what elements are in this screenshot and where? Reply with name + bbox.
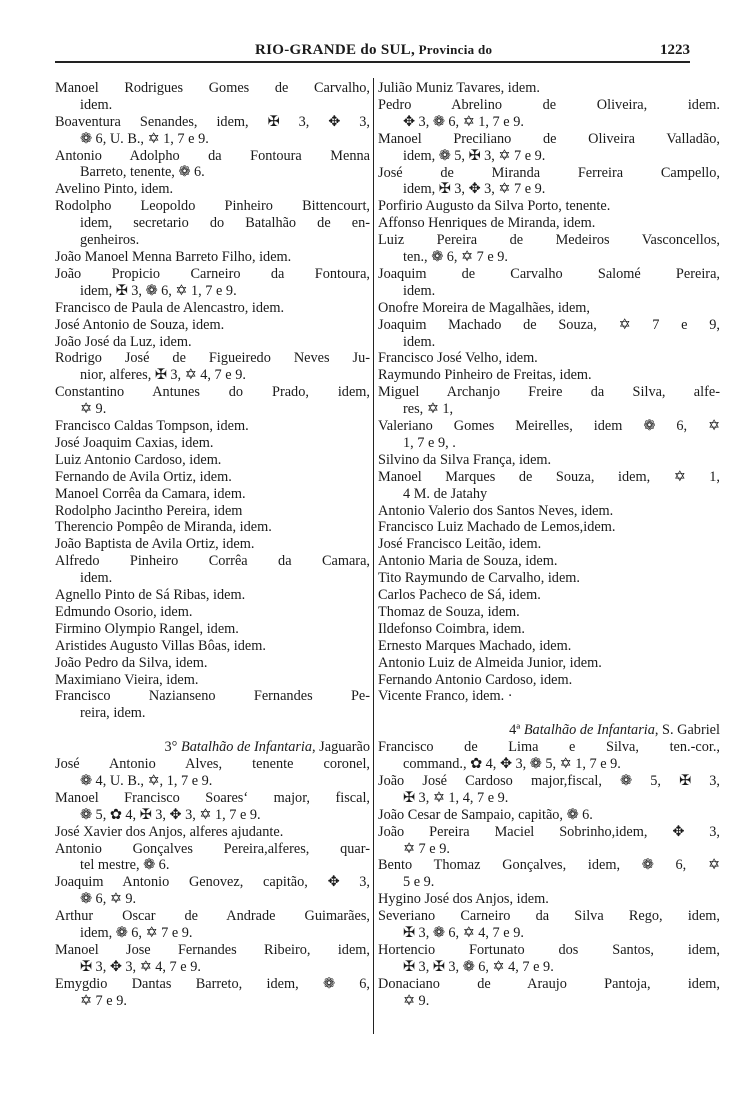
entry-name-line: Firmino Olympio Rangel, idem. — [55, 620, 239, 637]
entry-name-line: Antonio Luiz de Almeida Junior, idem. — [378, 654, 602, 671]
list-entry — [55, 181, 370, 198]
list-entry — [378, 215, 720, 232]
left-column — [55, 80, 370, 1010]
entry-continuation-line: ✥ 3, ❁ 6, ✡ 1, 7 e 9. — [403, 113, 524, 130]
running-header — [55, 40, 690, 62]
list-entry — [55, 452, 370, 469]
entry-name-line: Francisco Nazianseno Fernandes Pe- — [55, 688, 370, 705]
entry-continuation-line: ✠ 3, ❁ 6, ✡ 4, 7 e 9. — [403, 925, 524, 942]
list-entry — [55, 266, 370, 300]
list-entry — [55, 655, 370, 672]
entry-name-line: José Francisco Leitão, idem. — [378, 536, 542, 553]
list-entry — [55, 80, 370, 114]
entry-name-line: Constantino Antunes do Prado, idem, — [55, 384, 370, 401]
list-entry — [55, 536, 370, 553]
list-entry — [378, 300, 720, 317]
entry-continuation-line: ✠ 3, ✡ 1, 4, 7 e 9. — [403, 789, 509, 806]
entry-name-line: Edmundo Osorio, idem. — [55, 603, 193, 620]
section-unit: Batalhão de Infantaria — [180, 739, 313, 756]
entry-name-line: Emygdio Dantas Barreto, idem, ❁ 6, — [55, 975, 370, 992]
entry-name-line: Alfredo Pinheiro Corrêa da Camara, — [55, 553, 370, 570]
list-entry — [378, 367, 720, 384]
entry-continuation-line: ❁ 6, U. B., ✡ 1, 7 e 9. — [80, 130, 209, 147]
entry-list — [55, 756, 370, 1009]
list-entry — [378, 97, 720, 131]
entry-name-line: Manoel Jose Fernandes Ribeiro, idem, — [55, 941, 370, 958]
entry-name-line: João Pereira Maciel Sobrinho,idem, ✥ 3, — [378, 823, 720, 840]
entry-name-line: Arthur Oscar de Andrade Guimarães, — [55, 908, 370, 925]
entry-continuation-line: ✡ 9. — [80, 401, 107, 418]
list-entry — [55, 334, 370, 351]
entry-name-line: Joaquim Antonio Genovez, capitão, ✥ 3, — [55, 874, 370, 891]
running-title — [255, 42, 492, 59]
entry-name-line: Manoel Francisco Soares‘ major, fiscal, — [55, 789, 370, 806]
entry-name-line: Antonio Valerio dos Santos Neves, idem. — [378, 502, 614, 519]
entry-name-line: Francisco Caldas Tompson, idem. — [55, 418, 249, 434]
entry-continuation-line: idem, secretario do Batalhão de en- — [80, 215, 370, 232]
list-entry — [55, 249, 370, 266]
entry-list — [378, 739, 720, 1009]
entry-name-line: Avelino Pinto, idem. — [55, 181, 174, 198]
list-entry — [378, 688, 720, 705]
entry-name-line: José de Miranda Ferreira Campello, — [378, 164, 720, 181]
entry-name-line: Manoel Marques de Souza, idem, ✡ 1, — [378, 468, 720, 485]
list-entry — [55, 672, 370, 689]
entry-name-line: Onofre Moreira de Magalhães, idem, — [378, 299, 590, 316]
entry-name-line: Bento Thomaz Gonçalves, idem, ❁ 6, ✡ — [378, 857, 720, 874]
entry-name-line: Carlos Pacheco de Sá, idem. — [378, 587, 541, 604]
list-entry — [55, 908, 370, 942]
entry-name-line: Tito Raymundo de Carvalho, idem. — [378, 570, 580, 587]
entry-continuation-line: tel mestre, ❁ 6. — [80, 857, 170, 874]
list-entry — [378, 807, 720, 824]
entry-continuation-line: idem, ✠ 3, ❁ 6, ✡ 1, 7 e 9. — [80, 282, 237, 299]
list-entry — [378, 672, 720, 689]
entry-name-line: José Antonio de Souza, idem. — [55, 316, 225, 333]
entry-continuation-line: command., ✿ 4, ✥ 3, ❁ 5, ✡ 1, 7 e 9. — [403, 756, 621, 773]
entry-name-line: Manoel Preciliano de Oliveira Valladão, — [378, 130, 720, 147]
entry-name-line: Antonio Adolpho da Fontoura Menna — [55, 147, 370, 164]
entry-name-line: Francisco Luiz Machado de Lemos,idem. — [378, 519, 616, 536]
section-place: , S. Gabriel — [654, 722, 720, 739]
list-entry — [378, 570, 720, 587]
entry-name-line: Fernando Antonio Cardoso, idem. — [378, 671, 573, 688]
entry-name-line: Aristides Augusto Villas Bôas, idem. — [55, 637, 266, 654]
entry-continuation-line: 5 e 9. — [403, 874, 435, 891]
list-entry — [55, 469, 370, 486]
entry-name-line: Antonio Maria de Souza, idem. — [378, 553, 558, 570]
entry-name-line: José Xavier dos Anjos, alferes ajudante. — [55, 823, 284, 840]
entry-continuation-line: idem, ❁ 5, ✠ 3, ✡ 7 e 9. — [403, 147, 546, 164]
entry-continuation-line: idem. — [403, 333, 436, 350]
entry-name-line: Raymundo Pinheiro de Freitas, idem. — [378, 367, 592, 384]
list-entry — [378, 891, 720, 908]
section-heading — [378, 722, 720, 739]
list-entry — [378, 638, 720, 655]
entry-name-line: Joaquim Machado de Souza, ✡ 7 e 9, — [378, 316, 720, 333]
entry-name-line: Severiano Carneiro da Silva Rego, idem, — [378, 908, 720, 925]
section-heading — [55, 739, 370, 756]
entry-continuation-line: nior, alferes, ✠ 3, ✡ 4, 7 e 9. — [80, 367, 246, 384]
entry-name-line: Manoel Rodrigues Gomes de Carvalho, — [55, 80, 370, 96]
list-entry — [378, 131, 720, 165]
entry-name-line: Valeriano Gomes Meirelles, idem ❁ 6, ✡ — [378, 418, 720, 435]
entry-name-line: Rodrigo José de Figueiredo Neves Ju- — [55, 350, 370, 367]
entry-name-line: Pedro Abrelino de Oliveira, idem. — [378, 96, 720, 113]
entry-name-line: Rodolpho Jacintho Pereira, idem — [55, 502, 243, 519]
list-entry — [378, 165, 720, 199]
list-entry — [378, 266, 720, 300]
entry-list — [55, 80, 370, 722]
title-sub: Provincia do — [415, 42, 493, 57]
entry-name-line: Thomaz de Souza, idem. — [378, 603, 520, 620]
entry-name-line: Boaventura Senandes, idem, ✠ 3, ✥ 3, — [55, 113, 370, 130]
entry-name-line: Joaquim de Carvalho Salomé Pereira, — [378, 265, 720, 282]
entry-name-line: Agnello Pinto de Sá Ribas, idem. — [55, 587, 246, 604]
list-entry — [55, 198, 370, 249]
entry-continuation-line: genheiros. — [80, 232, 140, 249]
list-entry — [378, 317, 720, 351]
entry-name-line: João Baptista de Avila Ortiz, idem. — [55, 536, 255, 553]
entry-continuation-line: reira, idem. — [80, 705, 146, 722]
entry-name-line: Francisco José Velho, idem. — [378, 350, 538, 367]
entry-name-line: José Joaquim Caxias, idem. — [55, 434, 214, 451]
list-entry — [55, 587, 370, 604]
entry-name-line: José Antonio Alves, tenente coronel, — [55, 756, 370, 773]
entry-name-line: Rodolpho Leopoldo Pinheiro Bittencourt, — [55, 198, 370, 215]
list-entry — [378, 655, 720, 672]
entry-continuation-line: ✠ 3, ✥ 3, ✡ 4, 7 e 9. — [80, 958, 201, 975]
list-entry — [55, 824, 370, 841]
list-entry — [378, 824, 720, 858]
entry-continuation-line: ✠ 3, ✠ 3, ❁ 6, ✡ 4, 7 e 9. — [403, 958, 554, 975]
section-3-batalhao — [55, 739, 370, 1009]
list-entry — [55, 384, 370, 418]
list-entry — [55, 435, 370, 452]
entry-name-line: João Propicio Carneiro da Fontoura, — [55, 265, 370, 282]
entry-name-line: João José Cardoso major,fiscal, ❁ 5, ✠ 3, — [378, 772, 720, 789]
entry-name-line: João José da Luz, idem. — [55, 333, 192, 350]
entry-name-line: Fernando de Avila Ortiz, idem. — [55, 468, 232, 485]
entry-name-line: Silvino da Silva França, idem. — [378, 451, 552, 468]
entry-name-line: Porfirio Augusto da Silva Porto, tenente. — [378, 198, 611, 215]
entry-name-line: Donaciano de Araujo Pantoja, idem, — [378, 975, 720, 992]
list-entry — [55, 418, 370, 435]
entry-continuation-line: ✡ 7 e 9. — [403, 840, 450, 857]
right-column — [378, 80, 720, 1010]
section-number: 4ª — [509, 722, 524, 739]
entry-name-line: Hygino José dos Anjos, idem. — [378, 891, 549, 908]
entry-name-line: Vicente Franco, idem. · — [378, 688, 513, 705]
list-entry — [55, 503, 370, 520]
list-entry — [378, 857, 720, 891]
list-entry — [378, 469, 720, 503]
list-entry — [55, 874, 370, 908]
entry-continuation-line: ❁ 5, ✿ 4, ✠ 3, ✥ 3, ✡ 1, 7 e 9. — [80, 806, 261, 823]
entry-continuation-line: idem. — [80, 570, 113, 587]
list-entry — [55, 688, 370, 722]
entry-name-line: Francisco de Paula de Alencastro, idem. — [55, 299, 285, 316]
entry-name-line: Luiz Pereira de Medeiros Vasconcellos, — [378, 232, 720, 249]
header-rule — [55, 61, 690, 63]
title-main: RIO-GRANDE do SUL, — [255, 42, 416, 58]
entry-continuation-line: ❁ 6, ✡ 9. — [80, 891, 137, 908]
list-entry — [55, 486, 370, 503]
entry-name-line: Francisco de Lima e Silva, ten.-cor., — [378, 739, 720, 756]
list-entry — [55, 519, 370, 536]
entry-continuation-line: idem. — [80, 96, 113, 113]
entry-continuation-line: idem. — [403, 282, 436, 299]
list-entry — [378, 452, 720, 469]
entry-list — [378, 80, 720, 705]
list-entry — [55, 976, 370, 1010]
entry-continuation-line: idem, ✠ 3, ✥ 3, ✡ 7 e 9. — [403, 181, 546, 198]
list-entry — [378, 503, 720, 520]
list-entry — [378, 604, 720, 621]
section-4-batalhao — [378, 722, 720, 1009]
list-entry — [55, 350, 370, 384]
entry-continuation-line: ❁ 4, U. B., ✡, 1, 7 e 9. — [80, 772, 213, 789]
list-entry — [378, 198, 720, 215]
entry-continuation-line: ✡ 9. — [403, 992, 430, 1009]
list-entry — [55, 638, 370, 655]
list-entry — [378, 80, 720, 97]
column-divider — [373, 78, 374, 1034]
list-entry — [55, 942, 370, 976]
list-entry — [55, 790, 370, 824]
list-entry — [55, 756, 370, 790]
entry-name-line: Miguel Archanjo Freire da Silva, alfe- — [378, 384, 720, 401]
list-entry — [55, 148, 370, 182]
entry-continuation-line: Barreto, tenente, ❁ 6. — [80, 164, 205, 181]
entry-name-line: Ernesto Marques Machado, idem. — [378, 637, 572, 654]
list-entry — [55, 114, 370, 148]
list-entry — [378, 587, 720, 604]
entry-continuation-line: 4 M. de Jatahy — [403, 485, 488, 502]
entry-name-line: João Cesar de Sampaio, capitão, ❁ 6. — [378, 806, 593, 823]
entry-name-line: Therencio Pompêo de Miranda, idem. — [55, 519, 272, 536]
list-entry — [378, 908, 720, 942]
list-entry — [55, 841, 370, 875]
entry-name-line: Hortencio Fortunato dos Santos, idem, — [378, 941, 720, 958]
list-entry — [378, 621, 720, 638]
list-entry — [378, 553, 720, 570]
entry-continuation-line: ten., ❁ 6, ✡ 7 e 9. — [403, 249, 508, 265]
list-entry — [378, 384, 720, 418]
entry-continuation-line: 1, 7 e 9, . — [403, 434, 456, 451]
list-entry — [55, 621, 370, 638]
entry-name-line: Maximiano Vieira, idem. — [55, 671, 199, 688]
list-entry — [55, 300, 370, 317]
list-entry — [378, 739, 720, 773]
entry-continuation-line: ✡ 7 e 9. — [80, 992, 127, 1009]
entry-name-line: João Pedro da Silva, idem. — [55, 654, 208, 671]
list-entry — [378, 976, 720, 1010]
list-entry — [55, 317, 370, 334]
entry-name-line: Affonso Henriques de Miranda, idem. — [378, 215, 596, 232]
entry-continuation-line: idem, ❁ 6, ✡ 7 e 9. — [80, 925, 193, 942]
entry-name-line: João Manoel Menna Barreto Filho, idem. — [55, 248, 292, 265]
entry-name-line: Luiz Antonio Cardoso, idem. — [55, 451, 222, 468]
entry-name-line: Antonio Gonçalves Pereira,alferes, quar- — [55, 840, 370, 857]
list-entry — [378, 418, 720, 452]
section-place: , Jaguarão — [312, 739, 370, 756]
list-entry — [378, 942, 720, 976]
list-entry — [55, 553, 370, 587]
page-number: 1223 — [660, 42, 690, 58]
list-entry — [55, 604, 370, 621]
entry-name-line: Ildefonso Coimbra, idem. — [378, 620, 525, 637]
section-number: 3° — [164, 739, 181, 756]
entry-name-line: Julião Muniz Tavares, idem. — [378, 80, 540, 96]
list-entry — [378, 519, 720, 536]
entry-continuation-line: res, ✡ 1, — [403, 401, 454, 418]
list-entry — [378, 350, 720, 367]
list-entry — [378, 232, 720, 266]
list-entry — [378, 773, 720, 807]
entry-name-line: Manoel Corrêa da Camara, idem. — [55, 485, 246, 502]
section-unit: Batalhão de Infantaria — [523, 722, 655, 739]
list-entry — [378, 536, 720, 553]
